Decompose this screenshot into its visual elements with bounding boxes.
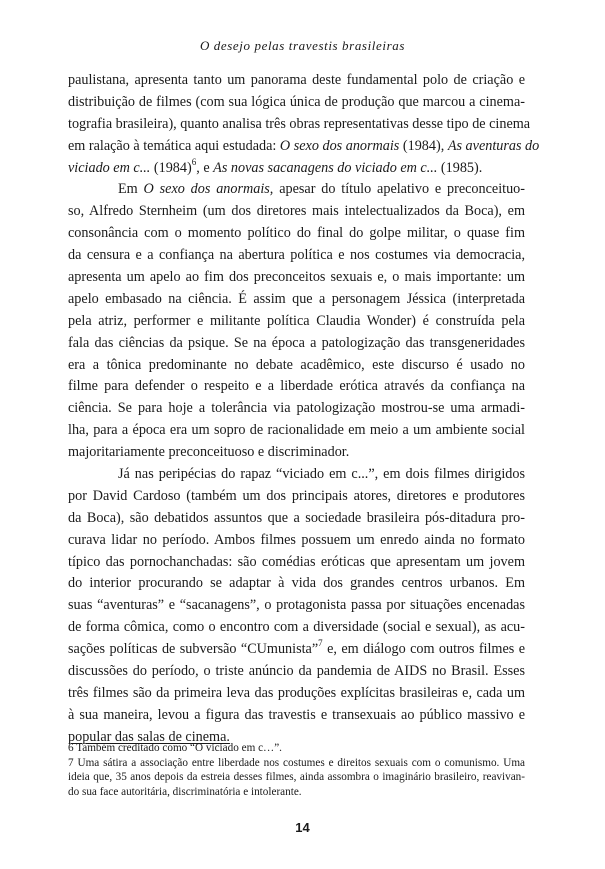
text-line <box>68 158 525 180</box>
text-line: apresenta um apelo ao fim dos preconceitos sexuais e, o mais importante: um <box>68 269 525 286</box>
footnote-marker: 7 <box>318 638 323 649</box>
text-line <box>68 179 525 201</box>
text-run: , e <box>196 159 214 176</box>
text-line <box>68 136 540 158</box>
text-line: três filmes são da primeira leva das produções explícitas brasileiras e, cada um <box>68 684 525 701</box>
text-line: so, Alfredo Sternheim (um dos diretores mais intelectualizados da Boca), em <box>68 203 525 220</box>
text-line: da censura e a confiança na abertura política e nos costumes via democracia, <box>68 247 525 264</box>
running-head: O desejo pelas travestis brasileiras <box>199 38 406 53</box>
paragraph-2 <box>68 179 525 464</box>
text-line: discussões do período, o triste anúncio da pandemia de AIDS no Brasil. Esses <box>68 663 525 680</box>
text-line: paulistana, apresenta tanto um panorama deste fundamental polo de criação e <box>68 72 525 88</box>
text-line: majoritariamente preconceituoso e discriminador. <box>68 444 350 461</box>
film-title: O sexo dos anormais, <box>143 181 274 198</box>
text-line: de forma cômica, como o encontro com a diversidade (social e sexual), as acu- <box>68 619 525 636</box>
text-line: por David Cardoso (também um dos principais atores, diretores e produtores <box>68 487 525 504</box>
text-line: Já nas peripécias do rapaz “viciado em c...”, em dois filmes dirigidos <box>118 466 525 483</box>
text-run: (1984) <box>150 159 192 176</box>
text-line: à sua maneira, levou a figura das travestis e transexuais ao público massivo e <box>68 706 525 723</box>
text-line: típico das pornochanchadas: são comédias eróticas que apresentam um jovem <box>68 553 525 570</box>
text-line: suas “aventuras” e “sacanagens”, o protagonista passa por situações encenadas <box>68 597 525 614</box>
text-line: fala das ciências da psique. Se na época a patologização das transgeneridades <box>68 334 525 351</box>
text-line: da Boca), são debatidos assuntos que a sociedade brasileira pós-ditadura pro- <box>68 509 525 526</box>
paragraph-3 <box>68 464 525 749</box>
text-line: lha, para a época era um sopro de racionalidade em meio a um ambiente social <box>68 422 525 439</box>
text-line: do interior procurando se adaptar à vida dos grandes centros urbanos. Em <box>68 575 525 592</box>
text-line: popular das salas de cinema. <box>68 728 230 745</box>
footnote-6: 6 Também creditado como “O viciado em c…”. <box>68 742 282 754</box>
text-run: Em <box>118 181 144 198</box>
footnotes <box>68 741 525 799</box>
text-line: consonância com o momento político do final do golpe militar, o quase fim <box>68 225 525 242</box>
page-number: 14 <box>295 820 310 835</box>
text-line: tografia brasileira), quanto analisa três obras representativas desse tipo de cinema <box>68 115 531 132</box>
text-run: e, em diálogo com outros filmes e <box>322 641 526 658</box>
text-run: em ralação à temática aqui estudada: <box>68 137 280 154</box>
paragraph-1 <box>68 70 540 179</box>
text-line: apelo embasado na ciência. É assim que a personagem Jéssica (interpretada <box>68 290 525 307</box>
footnote-7-line: 7 Uma sátira a associação entre liberdade nos costumes e direitos sexuais com o comunismo. Uma <box>68 756 525 769</box>
film-title: As novas sacanagens do viciado em c... <box>213 159 438 176</box>
text-run: (1984), <box>399 137 448 154</box>
film-title: As aventuras do <box>447 137 540 154</box>
film-title: O sexo dos anormais <box>279 137 400 154</box>
footnote-7-line: ideia que, 35 anos depois da estreia desses filmes, ainda assombra o imaginário brasileiro, reavivan- <box>68 771 525 784</box>
text-line <box>68 639 525 661</box>
footnote-7-line: do sua face autoritária, discriminatória e intolerante. <box>68 785 302 798</box>
text-run: apesar do título apelativo e preconceituo- <box>273 181 525 198</box>
text-run: sações políticas de subversão “CUmunista” <box>68 641 319 658</box>
text-run: (1985). <box>437 159 483 176</box>
text-line: curava lidar no período. Ambos filmes possuem um enredo ainda no formato <box>68 531 525 548</box>
text-line: ciência. Se para hoje a tolerância via patologização mostrou-se uma armadi- <box>68 400 525 417</box>
film-title: viciado em c... <box>68 159 151 176</box>
footnote-marker: 6 <box>191 156 197 167</box>
text-line: pela atriz, performer e militante política Claudia Wonder) é construída pela <box>68 312 525 329</box>
text-line: filme para defender o respeito e a liberdade erótica através da confiança na <box>68 378 525 395</box>
text-line: era a tônica predominante no debate acadêmico, este discurso é usado no <box>68 356 525 373</box>
body-text <box>68 70 540 749</box>
text-line: distribuição de filmes (com sua lógica única de produção que marcou a cinema- <box>68 93 525 110</box>
